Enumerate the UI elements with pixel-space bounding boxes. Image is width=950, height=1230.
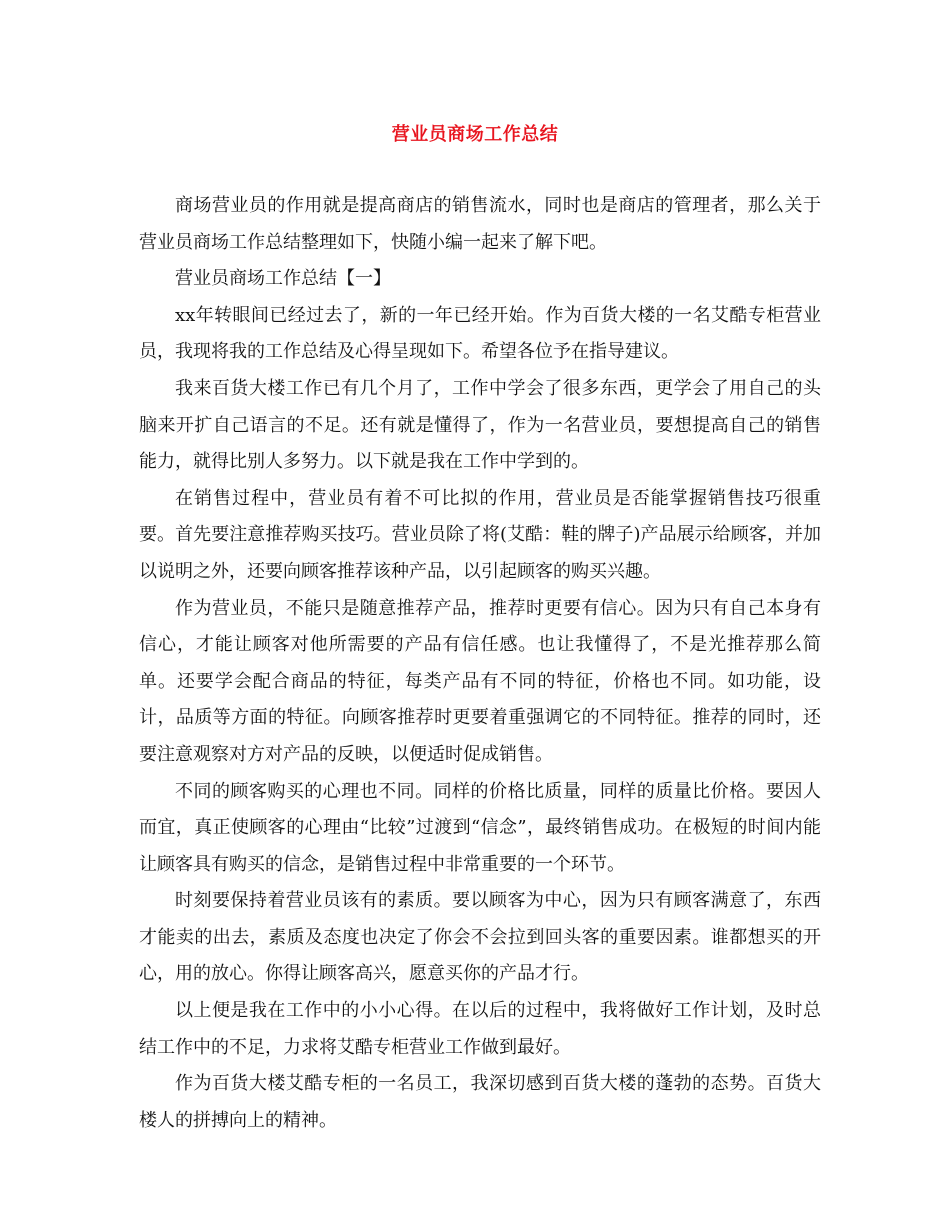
paragraph-intro: 商场营业员的作用就是提高商店的销售流水，同时也是商店的管理者，那么关于营业员商场工作总结整理如下，快随小编一起来了解下吧。 bbox=[139, 195, 821, 253]
document-body bbox=[139, 188, 821, 1139]
paragraph: 不同的顾客购买的心理也不同。同样的价格比质量，同样的质量比价格。要因人而宜，真正使顾客的心理由“比较”过渡到“信念”，最终销售成功。在极短的时间内能让顾客具有购买的信念，是销售过程中非常重要的一个环节。 bbox=[139, 780, 821, 875]
paragraph: 我来百货大楼工作已有几个月了，工作中学会了很多东西，更学会了用自己的头脑来开扩自己语言的不足。还有就是懂得了，作为一名营业员，要想提高自己的销售能力，就得比别人多努力。以下就是我在工作中学到的。 bbox=[139, 377, 821, 473]
paragraph: 在销售过程中，营业员有着不可比拟的作用，营业员是否能掌握销售技巧很重要。首先要注意推荐购买技巧。营业员除了将(艾酷：鞋的牌子)产品展示给顾客，并加以说明之外，还要向顾客推荐该种产品，以引起顾客的购买兴趣。 bbox=[139, 487, 821, 582]
section-heading: 营业员商场工作总结【一】 bbox=[175, 268, 391, 290]
paragraph: 以上便是我在工作中的小小心得。在以后的过程中，我将做好工作计划，及时总结工作中的不足，力求将艾酷专柜营业工作做到最好。 bbox=[139, 1000, 821, 1058]
paragraph: xx年转眼间已经过去了，新的一年已经开始。作为百货大楼的一名艾酷专柜营业员，我现将我的工作总结及心得呈现如下。希望各位予在指导建议。 bbox=[139, 304, 821, 363]
paragraph: 作为营业员，不能只是随意推荐产品，推荐时更要有信心。因为只有自己本身有信心，才能让顾客对他所需要的产品有信任感。也让我懂得了，不是光推荐那么简单。还要学会配合商品的特征，每类产品有不同的特征，价格也不同。如功能，设计，品质等方面的特征。向顾客推荐时更要着重强调它的不同特征。推荐的同时，还要注意观察对方对产品的反映，以便适时促成销售。 bbox=[139, 597, 821, 765]
paragraph: 作为百货大楼艾酷专柜的一名员工，我深切感到百货大楼的蓬勃的态势。百货大楼人的拼搏向上的精神。 bbox=[139, 1073, 821, 1131]
document-title: 营业员商场工作总结 bbox=[391, 124, 559, 145]
paragraph: 时刻要保持着营业员该有的素质。要以顾客为中心，因为只有顾客满意了，东西才能卖的出去，素质及态度也决定了你会不会拉到回头客的重要因素。谁都想买的开心，用的放心。你得让顾客高兴，愿意买你的产品才行。 bbox=[139, 890, 821, 985]
